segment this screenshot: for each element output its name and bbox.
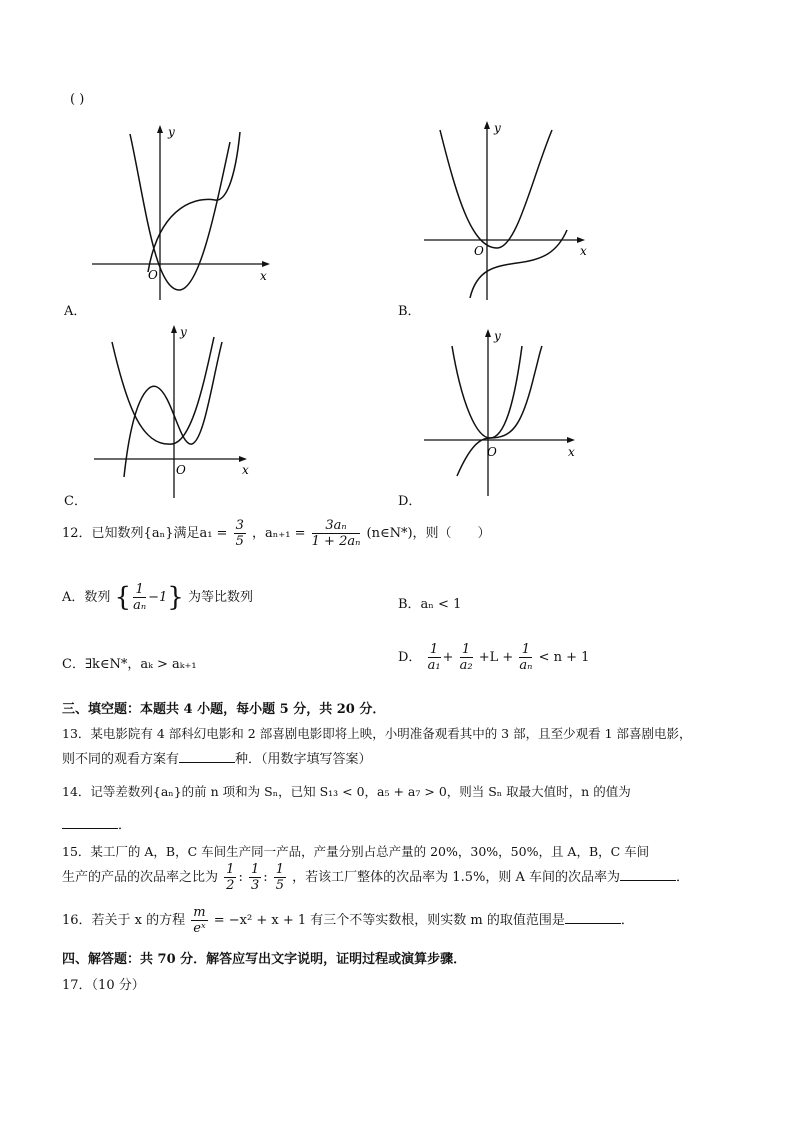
question-13-line-1: 13．某电影院有 4 部科幻电影和 2 部喜剧电影即将上映，小明准备观看其中的 3 部，且至少观看 1 部喜剧电影， [62, 726, 692, 741]
question-14-line-2: ． [62, 814, 131, 833]
y-axis-label: y [494, 121, 501, 135]
graph-a [90, 122, 275, 302]
option-a-label: A． [64, 304, 87, 319]
option-c-label: C． [64, 494, 87, 509]
question-12-option-b: B．aₙ < 1 [398, 597, 462, 612]
x-axis-label: x [568, 445, 575, 459]
graph-c [92, 322, 257, 500]
origin-label: O [176, 463, 186, 477]
question-15-line-2: 生产的产品的次品率之比为 $\frac{1}{2}$ : $\frac{1}{3}$ : $\frac{1}{5}$ ，若该工厂整体的次品率为 1.5%，则 A 车间的次品率为 ． [62, 862, 689, 893]
question-12-stem: 12．已知数列{aₙ}满足a₁ = $\frac{3}{5}$ ，aₙ₊₁ = $\frac{\text{3aₙ}}{\text{1 + 2aₙ}}$ (n∈N*)，则（ ） [62, 518, 491, 549]
y-axis-label: y [180, 325, 187, 339]
x-axis-label: x [260, 269, 267, 283]
section-4-heading: 四、解答题：共 70 分．解答应写出文字说明，证明过程或演算步骤． [62, 952, 467, 967]
origin-label: O [474, 244, 484, 258]
question-12-option-d: D． $\frac{1}{\text{a₁}}$ + $\frac{1}{\text{a₂}}$ +L + $\frac{1}{\text{aₙ}}$ < n + 1 [398, 642, 590, 673]
graph-b [422, 118, 592, 302]
option-d-label: D． [398, 494, 422, 509]
question-17: 17．（10 分） [62, 978, 145, 993]
question-12-option-c: C．∃k∈N*，aₖ > aₖ₊₁ [62, 657, 197, 672]
answer-blank[interactable] [62, 816, 118, 829]
question-13-line-2: 则不同的观看方案有 种．（用数字填写答案） [62, 752, 372, 767]
y-axis-label: y [494, 329, 501, 343]
answer-parentheses: ( ) [70, 92, 85, 107]
question-12-option-a: A．数列 { $\frac{1}{\text{aₙ}}$ −1} 为等比数列 [62, 582, 253, 613]
option-b-label: B． [398, 304, 421, 319]
answer-blank[interactable] [620, 868, 676, 881]
question-15-line-1: 15．某工厂的 A，B，C 车间生产同一产品，产量分别占总产量的 20%，30%，50%，且 A，B，C 车间 [62, 844, 650, 859]
x-axis-label: x [242, 463, 249, 477]
section-3-heading: 三、填空题：本题共 4 小题，每小题 5 分，共 20 分． [62, 702, 386, 717]
y-axis-label: y [168, 125, 175, 139]
answer-blank[interactable] [179, 750, 235, 763]
answer-blank[interactable] [565, 911, 621, 924]
x-axis-label: x [580, 244, 587, 258]
origin-label: O [148, 268, 158, 282]
question-16: 16．若关于 x 的方程 $\frac{m}{\text{eˣ}}$ = −x² + x + 1 有三个不等实数根，则实数 m 的取值范围是 ． [62, 905, 634, 936]
graph-d [422, 326, 587, 498]
origin-label: O [487, 445, 497, 459]
question-14-line-1: 14．记等差数列{aₙ}的前 n 项和为 Sₙ，已知 S₁₃ < 0，a₅ + a₇ > 0，则当 Sₙ 取最大值时，n 的值为 [62, 784, 631, 799]
